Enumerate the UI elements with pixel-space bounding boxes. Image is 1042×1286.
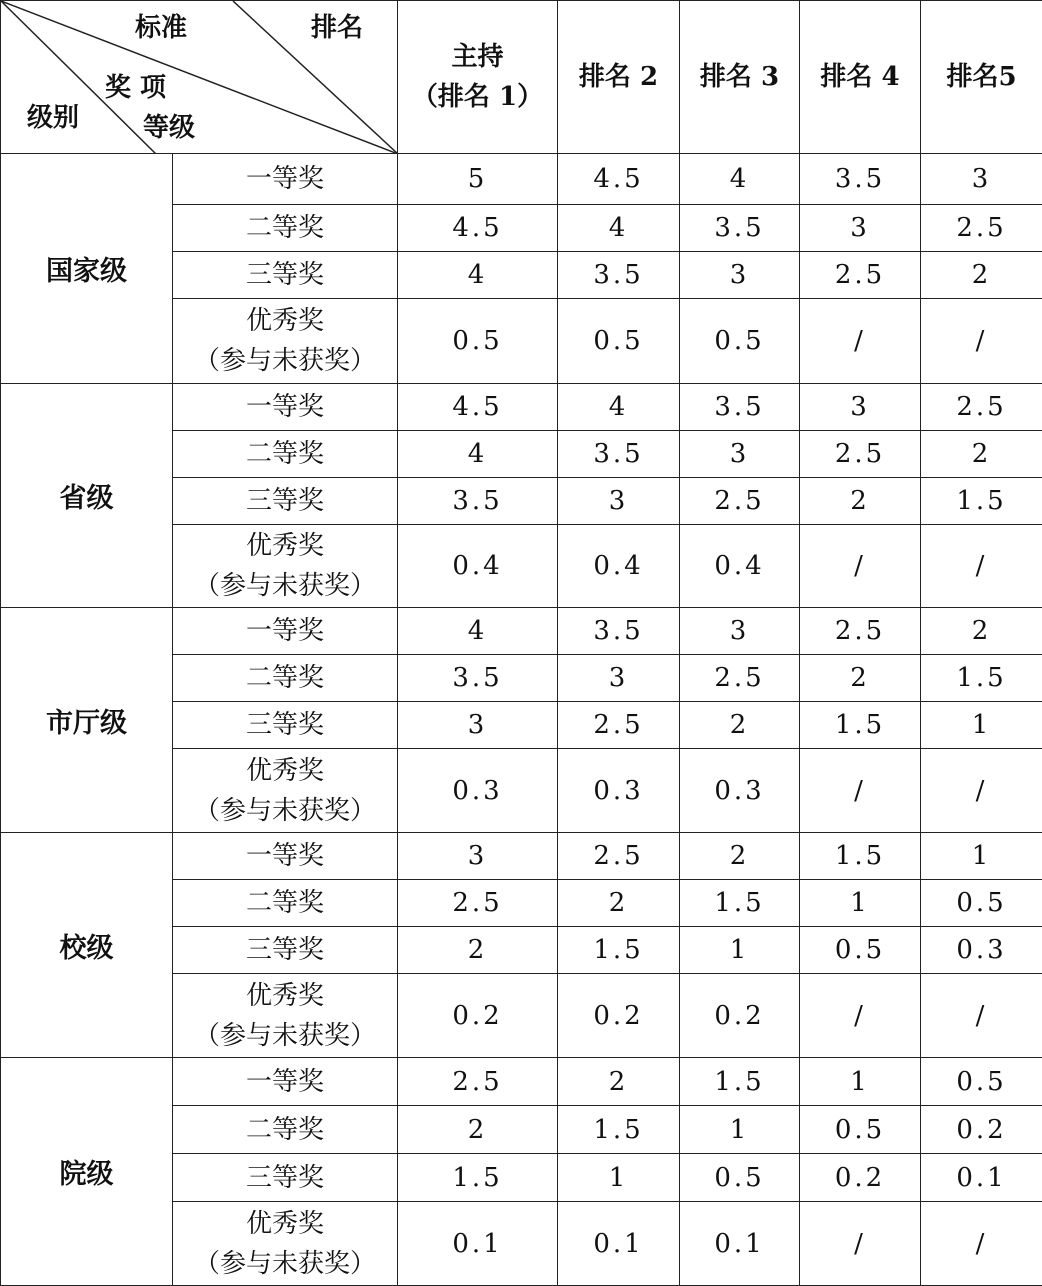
score-cell-rank5: 3 xyxy=(921,154,1042,205)
award-grade-cell-third: 三等奖 xyxy=(173,1154,398,1202)
score-cell-rank3: 0.4 xyxy=(680,525,800,608)
table-row xyxy=(1,1058,1042,1106)
score-cell-host: 4 xyxy=(398,608,558,655)
award-grade-cell-second: 二等奖 xyxy=(173,655,398,702)
score-cell-rank4: 3.5 xyxy=(800,154,921,205)
score-cell-rank2: 0.4 xyxy=(558,525,680,608)
score-cell-rank2: 0.2 xyxy=(558,974,680,1058)
score-cell-rank4: 1 xyxy=(800,880,921,927)
score-cell-rank3: 0.5 xyxy=(680,299,800,384)
table-row xyxy=(1,384,1042,431)
column-header-line1: 主持 xyxy=(398,37,557,77)
score-cell-rank4: 2 xyxy=(800,655,921,702)
score-cell-rank4: / xyxy=(800,974,921,1058)
score-cell-host: 0.1 xyxy=(398,1202,558,1286)
score-cell-host: 4.5 xyxy=(398,384,558,431)
score-cell-rank3: 3 xyxy=(680,431,800,478)
score-cell-rank2: 4.5 xyxy=(558,154,680,205)
score-cell-rank2: 4 xyxy=(558,384,680,431)
score-cell-rank3: 1 xyxy=(680,927,800,974)
score-cell-host: 3.5 xyxy=(398,478,558,525)
score-cell-rank5: 2.5 xyxy=(921,384,1042,431)
score-cell-rank4: 1.5 xyxy=(800,702,921,749)
score-cell-rank5: 2.5 xyxy=(921,205,1042,252)
score-cell-host: 2.5 xyxy=(398,880,558,927)
score-cell-rank4: / xyxy=(800,1202,921,1286)
score-cell-rank2: 2 xyxy=(558,880,680,927)
award-excellent-label: 优秀奖 xyxy=(173,1204,397,1244)
score-cell-host: 4 xyxy=(398,431,558,478)
award-grade-cell-third: 三等奖 xyxy=(173,252,398,299)
award-grade-cell-second: 二等奖 xyxy=(173,431,398,478)
score-cell-host: 1.5 xyxy=(398,1154,558,1202)
diagonal-corner-header xyxy=(1,1,398,154)
score-cell-rank3: 2 xyxy=(680,833,800,880)
score-cell-rank2: 0.3 xyxy=(558,749,680,833)
corner-label-award-item: 奖 项 xyxy=(105,67,166,104)
table-body xyxy=(1,154,1042,1286)
level-cell: 市厅级 xyxy=(1,608,173,833)
score-cell-rank4: / xyxy=(800,299,921,384)
table-row xyxy=(1,154,1042,205)
award-grade-cell-third: 三等奖 xyxy=(173,702,398,749)
corner-label-ranking: 排名 xyxy=(311,7,363,44)
score-cell-rank3: 4 xyxy=(680,154,800,205)
column-header-rank3: 排名 3 xyxy=(680,1,800,154)
award-excellent-label: 优秀奖 xyxy=(173,526,397,566)
corner-label-standard: 标准 xyxy=(135,7,187,44)
score-cell-rank5: 1.5 xyxy=(921,655,1042,702)
score-cell-rank4: / xyxy=(800,525,921,608)
header-row xyxy=(1,1,1042,154)
score-cell-rank4: 0.2 xyxy=(800,1154,921,1202)
score-cell-rank5: / xyxy=(921,1202,1042,1286)
score-cell-rank4: 1.5 xyxy=(800,833,921,880)
score-cell-rank3: 0.1 xyxy=(680,1202,800,1286)
award-excellent-note: （参与未获奖） xyxy=(173,1244,397,1284)
score-cell-rank4: 0.5 xyxy=(800,1106,921,1154)
corner-label-grade: 等级 xyxy=(143,107,195,144)
score-cell-rank2: 2 xyxy=(558,1058,680,1106)
score-cell-rank2: 0.1 xyxy=(558,1202,680,1286)
score-cell-rank2: 3.5 xyxy=(558,608,680,655)
score-cell-host: 2.5 xyxy=(398,1058,558,1106)
award-grade-cell-second: 二等奖 xyxy=(173,205,398,252)
score-cell-rank2: 3.5 xyxy=(558,252,680,299)
score-cell-rank4: / xyxy=(800,749,921,833)
award-grade-cell-third: 三等奖 xyxy=(173,478,398,525)
score-cell-rank5: / xyxy=(921,974,1042,1058)
score-cell-rank3: 1 xyxy=(680,1106,800,1154)
score-cell-rank4: 3 xyxy=(800,205,921,252)
award-grade-cell-first: 一等奖 xyxy=(173,608,398,655)
award-grade-cell-first: 一等奖 xyxy=(173,833,398,880)
score-cell-rank5: 0.1 xyxy=(921,1154,1042,1202)
score-cell-rank4: 2 xyxy=(800,478,921,525)
score-cell-host: 0.3 xyxy=(398,749,558,833)
score-cell-rank5: 0.5 xyxy=(921,880,1042,927)
score-cell-rank3: 1.5 xyxy=(680,880,800,927)
score-cell-rank2: 2.5 xyxy=(558,833,680,880)
score-cell-rank2: 4 xyxy=(558,205,680,252)
score-cell-host: 4 xyxy=(398,252,558,299)
score-cell-rank3: 2.5 xyxy=(680,478,800,525)
column-header-rank2: 排名 2 xyxy=(558,1,680,154)
score-cell-rank3: 0.2 xyxy=(680,974,800,1058)
score-cell-rank4: 2.5 xyxy=(800,431,921,478)
award-grade-cell-third: 三等奖 xyxy=(173,927,398,974)
score-cell-rank5: 1.5 xyxy=(921,478,1042,525)
score-cell-host: 5 xyxy=(398,154,558,205)
score-cell-rank2: 1.5 xyxy=(558,1106,680,1154)
score-cell-host: 0.4 xyxy=(398,525,558,608)
score-cell-rank5: 2 xyxy=(921,608,1042,655)
score-cell-rank5: 1 xyxy=(921,702,1042,749)
table-row xyxy=(1,833,1042,880)
score-cell-rank3: 2 xyxy=(680,702,800,749)
score-cell-host: 2 xyxy=(398,1106,558,1154)
score-cell-rank2: 3 xyxy=(558,655,680,702)
award-excellent-label: 优秀奖 xyxy=(173,976,397,1016)
score-cell-host: 3 xyxy=(398,702,558,749)
score-cell-rank5: 0.2 xyxy=(921,1106,1042,1154)
award-grade-cell-first: 一等奖 xyxy=(173,1058,398,1106)
score-cell-rank3: 1.5 xyxy=(680,1058,800,1106)
award-excellent-label: 优秀奖 xyxy=(173,301,397,341)
score-cell-rank2: 3 xyxy=(558,478,680,525)
score-cell-rank3: 3 xyxy=(680,252,800,299)
table-row xyxy=(1,608,1042,655)
score-cell-rank4: 0.5 xyxy=(800,927,921,974)
score-cell-rank5: 2 xyxy=(921,252,1042,299)
score-cell-host: 3 xyxy=(398,833,558,880)
score-cell-rank5: 0.5 xyxy=(921,1058,1042,1106)
score-cell-rank4: 3 xyxy=(800,384,921,431)
score-cell-rank4: 2.5 xyxy=(800,608,921,655)
score-cell-rank5: / xyxy=(921,299,1042,384)
award-grade-cell-first: 一等奖 xyxy=(173,384,398,431)
award-excellent-note: （参与未获奖） xyxy=(173,566,397,606)
score-cell-host: 3.5 xyxy=(398,655,558,702)
score-cell-rank5: / xyxy=(921,749,1042,833)
score-cell-rank5: / xyxy=(921,525,1042,608)
score-cell-rank3: 3 xyxy=(680,608,800,655)
award-excellent-note: （参与未获奖） xyxy=(173,1016,397,1056)
score-cell-host: 4.5 xyxy=(398,205,558,252)
corner-label-level: 级别 xyxy=(27,97,79,134)
column-header-rank5: 排名5 xyxy=(921,1,1042,154)
score-cell-host: 2 xyxy=(398,927,558,974)
score-cell-rank2: 1.5 xyxy=(558,927,680,974)
score-cell-rank3: 3.5 xyxy=(680,384,800,431)
award-excellent-note: （参与未获奖） xyxy=(173,341,397,381)
score-cell-host: 0.2 xyxy=(398,974,558,1058)
column-header-line2: （排名 1） xyxy=(398,77,557,117)
award-excellent-note: （参与未获奖） xyxy=(173,791,397,831)
level-cell: 国家级 xyxy=(1,154,173,384)
award-excellent-label: 优秀奖 xyxy=(173,751,397,791)
score-cell-rank2: 1 xyxy=(558,1154,680,1202)
score-cell-rank3: 2.5 xyxy=(680,655,800,702)
score-cell-rank3: 0.5 xyxy=(680,1154,800,1202)
award-grade-cell-excellent xyxy=(173,525,398,608)
award-grade-cell-excellent xyxy=(173,1202,398,1286)
level-cell: 院级 xyxy=(1,1058,173,1286)
award-grade-cell-excellent xyxy=(173,299,398,384)
award-grade-cell-excellent xyxy=(173,974,398,1058)
score-cell-host: 0.5 xyxy=(398,299,558,384)
score-cell-rank5: 2 xyxy=(921,431,1042,478)
award-grade-cell-first: 一等奖 xyxy=(173,154,398,205)
score-cell-rank2: 2.5 xyxy=(558,702,680,749)
score-cell-rank5: 1 xyxy=(921,833,1042,880)
score-cell-rank4: 1 xyxy=(800,1058,921,1106)
level-cell: 校级 xyxy=(1,833,173,1058)
score-cell-rank3: 3.5 xyxy=(680,205,800,252)
score-cell-rank4: 2.5 xyxy=(800,252,921,299)
score-cell-rank2: 3.5 xyxy=(558,431,680,478)
award-grade-cell-excellent xyxy=(173,749,398,833)
level-cell: 省级 xyxy=(1,384,173,608)
score-cell-rank2: 0.5 xyxy=(558,299,680,384)
column-header-host xyxy=(398,1,558,154)
score-cell-rank3: 0.3 xyxy=(680,749,800,833)
award-grade-cell-second: 二等奖 xyxy=(173,1106,398,1154)
score-cell-rank5: 0.3 xyxy=(921,927,1042,974)
column-header-rank4: 排名 4 xyxy=(800,1,921,154)
award-grade-cell-second: 二等奖 xyxy=(173,880,398,927)
